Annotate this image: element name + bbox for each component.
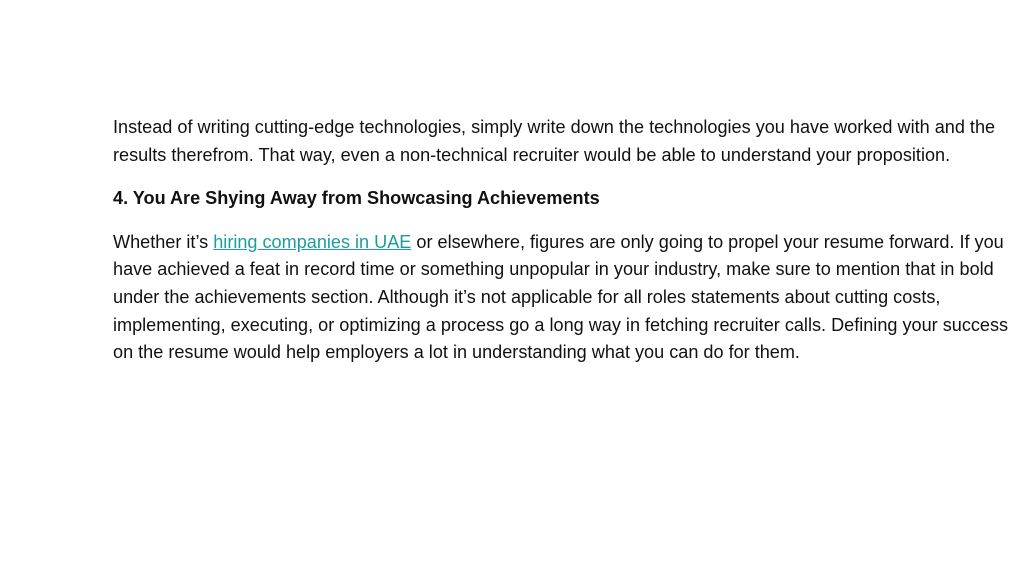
paragraph-achievements [113,229,1018,367]
paragraph-text-after-link: or elsewhere, figures are only going to propel your resume forward. If you have achieved a feat in record time or something unpopular in your industry, make sure to mention that in bold under the achievements section. Although it’s not applicable for all roles statements about cutting costs, implementing, executing, or optimizing a process go a long way in fetching recruiter calls. Defining your success on the resume would help employers a lot in understanding what you can do for them. [113,231,1009,363]
hiring-companies-link[interactable]: hiring companies in UAE [213,231,412,252]
paragraph-text-before-link: Whether it’s [113,231,214,252]
paragraph-technologies: Instead of writing cutting-edge technologies, simply write down the technologies you have worked with and the results therefrom. That way, even a non-technical recruiter would be able to understand your proposition. [113,117,996,165]
document-body [113,114,1018,367]
section-heading-achievements: 4. You Are Shying Away from Showcasing Achievements [113,188,600,209]
